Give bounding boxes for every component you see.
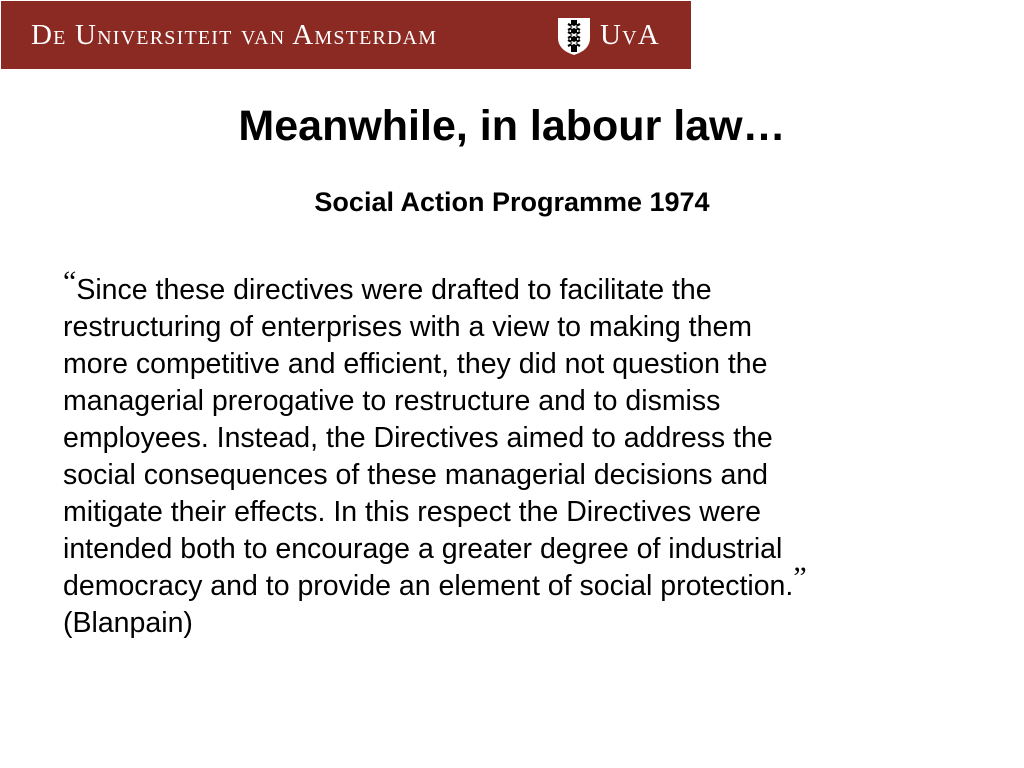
university-banner: [1, 1, 691, 69]
quote-line: [63, 265, 983, 309]
quote-line: more competitive and efficient, they did not question the: [63, 348, 768, 380]
slide-subtitle: Social Action Programme 1974: [314, 187, 710, 217]
quote-line-text: democracy and to provide an element of social protection.: [63, 570, 794, 602]
slide-title: Meanwhile, in labour law…: [238, 102, 786, 150]
quote-line: intended both to encourage a greater degree of industrial: [63, 533, 783, 565]
quote-line-text: Since these directives were drafted to facilitate the: [76, 274, 712, 306]
quote-line: employees. Instead, the Directives aimed to address the: [63, 422, 773, 454]
quote-line: social consequences of these managerial decisions and: [63, 459, 769, 491]
quote-attribution: (Blanpain): [63, 607, 193, 639]
university-abbreviation: UvA: [600, 19, 660, 51]
quote-block: [63, 265, 983, 642]
quote-line: [63, 561, 983, 605]
quote-line: restructuring of enterprises with a view to making them: [63, 311, 753, 343]
amsterdam-crest-icon: [556, 16, 592, 56]
close-quote-mark: ”: [793, 561, 807, 594]
quote-line: mitigate their effects. In this respect the Directives were: [63, 496, 762, 528]
quote-line: managerial prerogative to restructure and to dismiss: [63, 385, 721, 417]
open-quote-mark: “: [63, 265, 77, 298]
university-name: De Universiteit van Amsterdam: [31, 19, 438, 51]
